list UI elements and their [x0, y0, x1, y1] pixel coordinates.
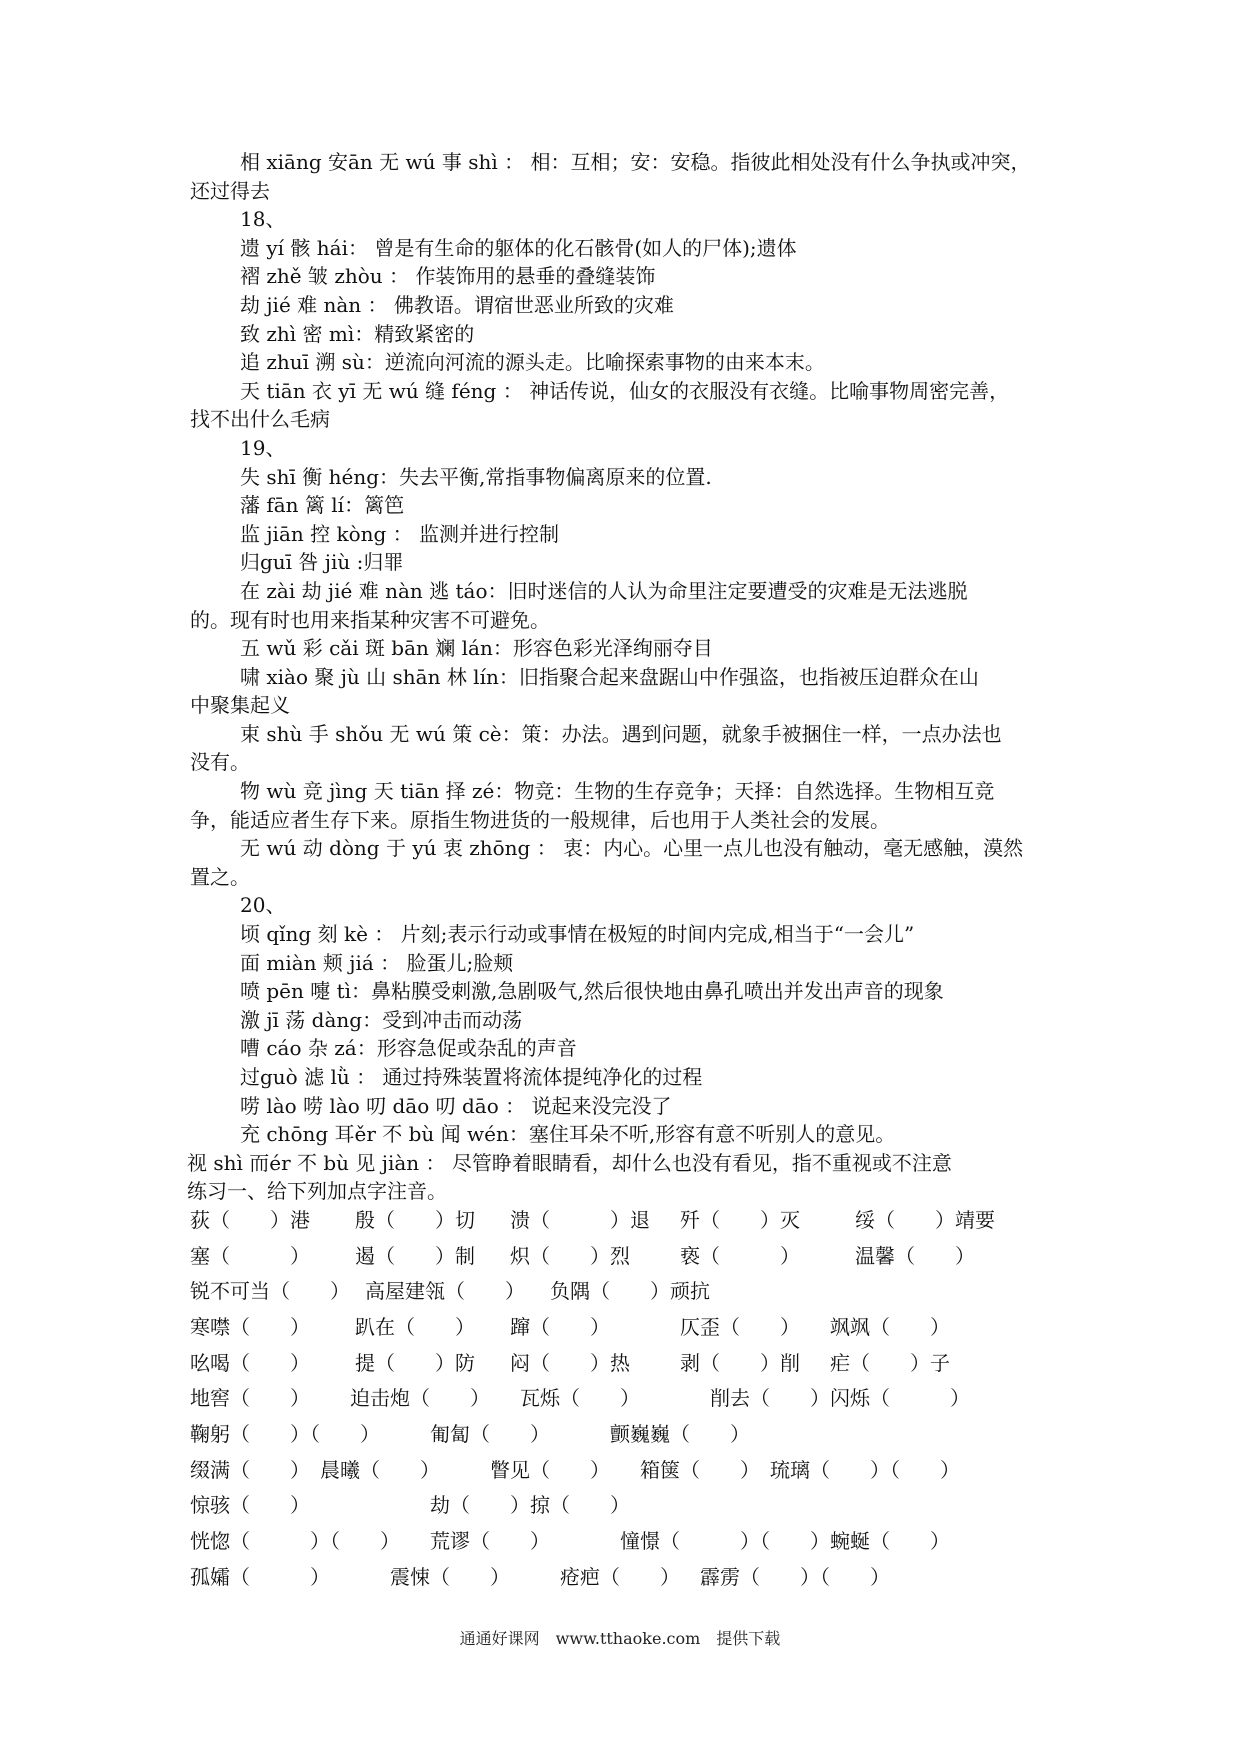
entry-continuation-text: 还过得去 — [190, 178, 270, 203]
exercise-item: 惊骇（ ） — [190, 1493, 310, 1518]
exercise-item: 趴在（ ） — [355, 1315, 475, 1340]
exercise-row — [190, 1242, 1070, 1278]
vocab-entry — [190, 320, 1070, 349]
exercise-item: 锐不可当（ ） — [190, 1279, 350, 1304]
vocab-entry — [190, 949, 1070, 978]
exercise-item: 负隅（ ）顽抗 — [550, 1279, 710, 1304]
entry-text: 在 zài 劫 jié 难 nàn 逃 táo：旧时迷信的人认为命里注定要遭受的灾难是无法逃脱 — [240, 578, 968, 603]
exercise-item: 瓦烁（ ） — [520, 1386, 640, 1411]
exercise-row — [190, 1527, 1070, 1563]
vocab-entry — [187, 1149, 1070, 1178]
vocab-entry — [190, 1092, 1070, 1121]
section-number — [190, 205, 1070, 234]
exercise-item: 地窖（ ） — [190, 1386, 310, 1411]
exercise-row — [190, 1313, 1070, 1349]
vocab-entry — [190, 520, 1070, 549]
exercise-item: 吆喝（ ） — [190, 1350, 310, 1375]
section-number — [190, 434, 1070, 463]
exercise-item: 提（ ）防 — [355, 1350, 475, 1375]
exercise-item: 歼（ ）灭 — [680, 1207, 800, 1232]
exercise-item: 仄歪（ ） — [680, 1315, 800, 1340]
vocab-entry — [190, 548, 1070, 577]
entry-continuation-text: 找不出什么毛病 — [190, 407, 330, 432]
entry-text: 视 shì 而ér 不 bù 见 jiàn ： 尽管睁着眼睛看，却什么也没有看见，指不重视或不注意 — [187, 1150, 952, 1175]
exercise-item: 寒噤（ ） — [190, 1315, 310, 1340]
vocab-entry — [190, 291, 1070, 320]
page-footer: 通通好课网 www.tthaoke.com 提供下载 — [459, 1629, 781, 1648]
entry-text: 啸 xiào 聚 jù 山 shān 林 lín：旧指聚合起来盘踞山中作强盗，也指被压迫群众在山 — [240, 664, 979, 689]
vocab-entry — [190, 777, 1070, 806]
entry-text: 过guò 滤 lǜ ： 通过持殊装置将流体提纯净化的过程 — [240, 1065, 703, 1089]
entry-text: 遗 yí 骸 hái： 曾是有生命的躯体的化石骸骨(如人的尸体);遗体 — [240, 235, 797, 260]
exercise-item: 炽（ ）烈 — [510, 1243, 630, 1268]
exercise-item: 晨曦（ ） — [320, 1457, 440, 1482]
vocab-entry — [190, 663, 1070, 692]
vocab-entry-continuation — [190, 748, 1070, 777]
exercise-item: 飒飒（ ） — [830, 1315, 950, 1340]
exercise-row — [190, 1456, 1070, 1492]
entry-text: 面 miàn 颊 jiá ： 脸蛋儿;脸颊 — [240, 950, 514, 975]
exercise-item: 缀满（ ） — [190, 1457, 310, 1482]
entry-text: 劫 jié 难 nàn ： 佛教语。谓宿世恶业所致的灾难 — [240, 292, 674, 317]
vocab-entry — [190, 1063, 1070, 1092]
vocab-entry-continuation — [190, 863, 1070, 892]
exercise-item: 闪烁（ ） — [830, 1386, 970, 1411]
exercise-item: 疟（ ）子 — [830, 1350, 950, 1375]
vocab-entry — [190, 834, 1070, 863]
exercise-item: 亵（ ） — [680, 1243, 800, 1268]
exercise-item: 荻（ ）港 — [190, 1207, 310, 1232]
exercise-item: 箱箧（ ） — [640, 1457, 760, 1482]
vocab-entry-continuation — [190, 691, 1070, 720]
entry-continuation-text: 中聚集起义 — [190, 693, 290, 718]
entry-text: 唠 lào 唠 lào 叨 dāo 叨 dāo ： 说起来没完没了 — [240, 1093, 672, 1118]
vocab-entry — [190, 348, 1070, 377]
exercise-item: 迫击炮（ ） — [350, 1386, 490, 1411]
vocab-entry-continuation — [190, 177, 1070, 206]
vocab-entry — [190, 977, 1070, 1006]
entry-text: 五 wǔ 彩 cǎi 斑 bān 斓 lán：形容色彩光泽绚丽夺目 — [240, 636, 713, 661]
exercise-item: 霹雳（ ）（ ） — [700, 1564, 890, 1589]
exercise-item: 震悚（ ） — [390, 1564, 510, 1589]
exercise-item: 憧憬（ ）（ ） — [620, 1529, 830, 1554]
entry-text: 嘈 cáo 杂 zá：形容急促或杂乱的声音 — [240, 1036, 577, 1061]
exercise-item: 瞥见（ ） — [490, 1457, 610, 1482]
exercise-row — [190, 1563, 1070, 1599]
entry-text: 物 wù 竞 jìng 天 tiān 择 zé：物竞：生物的生存竞争；天择：自然选择。生物相互竞 — [240, 779, 995, 804]
exercise-item: 匍匐（ ） — [430, 1422, 550, 1447]
exercise-item: 恍惚（ ）（ ） — [190, 1529, 400, 1554]
exercise-item: 高屋建瓴（ ） — [365, 1279, 525, 1304]
exercise-item: 绥（ ）靖要 — [855, 1207, 995, 1232]
entry-continuation-text: 置之。 — [190, 864, 250, 889]
entry-text: 褶 zhě 皱 zhòu ： 作装饰用的悬垂的叠缝装饰 — [240, 264, 656, 289]
entry-text: 无 wú 动 dòng 于 yú 衷 zhōng ： 衷：内心。心里一点儿也没有触动，毫无感触，漠然 — [240, 836, 1024, 861]
exercise-row — [190, 1384, 1070, 1420]
exercise-item: 琉璃（ ）（ ） — [770, 1457, 960, 1482]
entry-text: 相 xiāng 安ān 无 wú 事 shì ： 相：互相；安：安稳。指彼此相处没有什么争执或冲突， — [240, 150, 1031, 174]
exercise-item: 塞（ ） — [190, 1243, 310, 1268]
exercise-item: 荒谬（ ） — [430, 1529, 550, 1554]
vocab-entry — [190, 1120, 1070, 1149]
entry-continuation-text: 争，能适应者生存下来。原指生物进货的一般规律，后也用于人类社会的发展。 — [190, 807, 890, 832]
exercise-item: 颤巍巍（ ） — [610, 1422, 750, 1447]
exercise-item: 溃（ ）退 — [510, 1207, 650, 1232]
vocab-entry — [190, 577, 1070, 606]
exercise-item: 鞠躬（ ）（ ） — [190, 1422, 380, 1447]
vocab-entry — [190, 920, 1070, 949]
entry-text: 致 zhì 密 mì：精致紧密的 — [240, 321, 475, 346]
exercise-item: 遏（ ）制 — [355, 1243, 475, 1268]
exercise-row — [190, 1349, 1070, 1385]
entry-text: 18、 — [240, 207, 286, 232]
document-body — [187, 148, 1070, 1599]
vocab-entry — [190, 634, 1070, 663]
exercise-row — [190, 1206, 1070, 1242]
exercise-item: 孤孀（ ） — [190, 1564, 330, 1589]
section-number — [190, 891, 1070, 920]
entry-text: 练习一、给下列加点字注音。 — [187, 1179, 447, 1204]
vocab-entry — [190, 463, 1070, 492]
exercise-item: 削去（ ） — [710, 1386, 830, 1411]
entry-continuation-text: 的。现有时也用来指某种灾害不可避免。 — [190, 607, 550, 632]
exercise-item: 闷（ ）热 — [510, 1350, 630, 1375]
vocab-entry — [190, 148, 1070, 177]
exercise-item: 疮疤（ ） — [560, 1564, 680, 1589]
vocab-entry — [190, 377, 1070, 406]
entry-text: 19、 — [240, 435, 286, 460]
entry-text: 监 jiān 控 kòng ： 监测并进行控制 — [240, 521, 560, 546]
entry-continuation-text: 没有。 — [190, 750, 250, 775]
vocab-entry — [187, 1177, 1070, 1206]
exercise-item: 蜿蜒（ ） — [830, 1529, 950, 1554]
exercise-item: 劫（ ）掠（ ） — [430, 1493, 630, 1518]
vocab-entry — [190, 1034, 1070, 1063]
vocab-entry-continuation — [190, 405, 1070, 434]
vocab-entry-continuation — [190, 806, 1070, 835]
entry-text: 激 jī 荡 dàng：受到冲击而动荡 — [240, 1007, 523, 1032]
vocab-entry — [190, 720, 1070, 749]
exercise-item: 蹿（ ） — [510, 1315, 610, 1340]
exercise-item: 殷（ ）切 — [355, 1207, 475, 1232]
exercise-row — [190, 1491, 1070, 1527]
entry-text: 失 shī 衡 héng：失去平衡,常指事物偏离原来的位置. — [240, 464, 712, 489]
entry-text: 20、 — [240, 893, 286, 918]
entry-text: 充 chōng 耳ěr 不 bù 闻 wén：塞住耳朵不听,形容有意不听别人的意见。 — [240, 1122, 896, 1147]
entry-text: 追 zhuī 溯 sù：逆流向河流的源头走。比喻探索事物的由来本末。 — [240, 350, 825, 375]
vocab-entry — [190, 491, 1070, 520]
exercise-row — [190, 1277, 1070, 1313]
entry-text: 藩 fān 篱 lí：篱笆 — [240, 493, 405, 518]
exercise-item: 温馨（ ） — [855, 1243, 975, 1268]
entry-text: 束 shù 手 shǒu 无 wú 策 cè：策：办法。遇到问题，就象手被捆住一样，一点办法也 — [240, 721, 1002, 746]
vocab-entry — [190, 234, 1070, 263]
entry-text: 喷 pēn 嚏 tì：鼻粘膜受刺激,急剧吸气,然后很快地由鼻孔喷出并发出声音的现象 — [240, 979, 944, 1004]
vocab-entry-continuation — [190, 606, 1070, 635]
exercise-block — [190, 1206, 1070, 1599]
vocab-entry — [190, 262, 1070, 291]
entry-text: 天 tiān 衣 yī 无 wú 缝 féng ： 神话传说，仙女的衣服没有衣缝。比喻事物周密完善， — [240, 378, 1010, 403]
entry-text: 归guī 咎 jiù :归罪 — [240, 550, 404, 575]
exercise-item: 剥（ ）削 — [680, 1350, 800, 1375]
entry-text: 顷 qǐng 刻 kè ： 片刻;表示行动或事情在极短的时间内完成,相当于“一会儿” — [240, 922, 915, 947]
exercise-row — [190, 1420, 1070, 1456]
vocab-entry — [190, 1006, 1070, 1035]
